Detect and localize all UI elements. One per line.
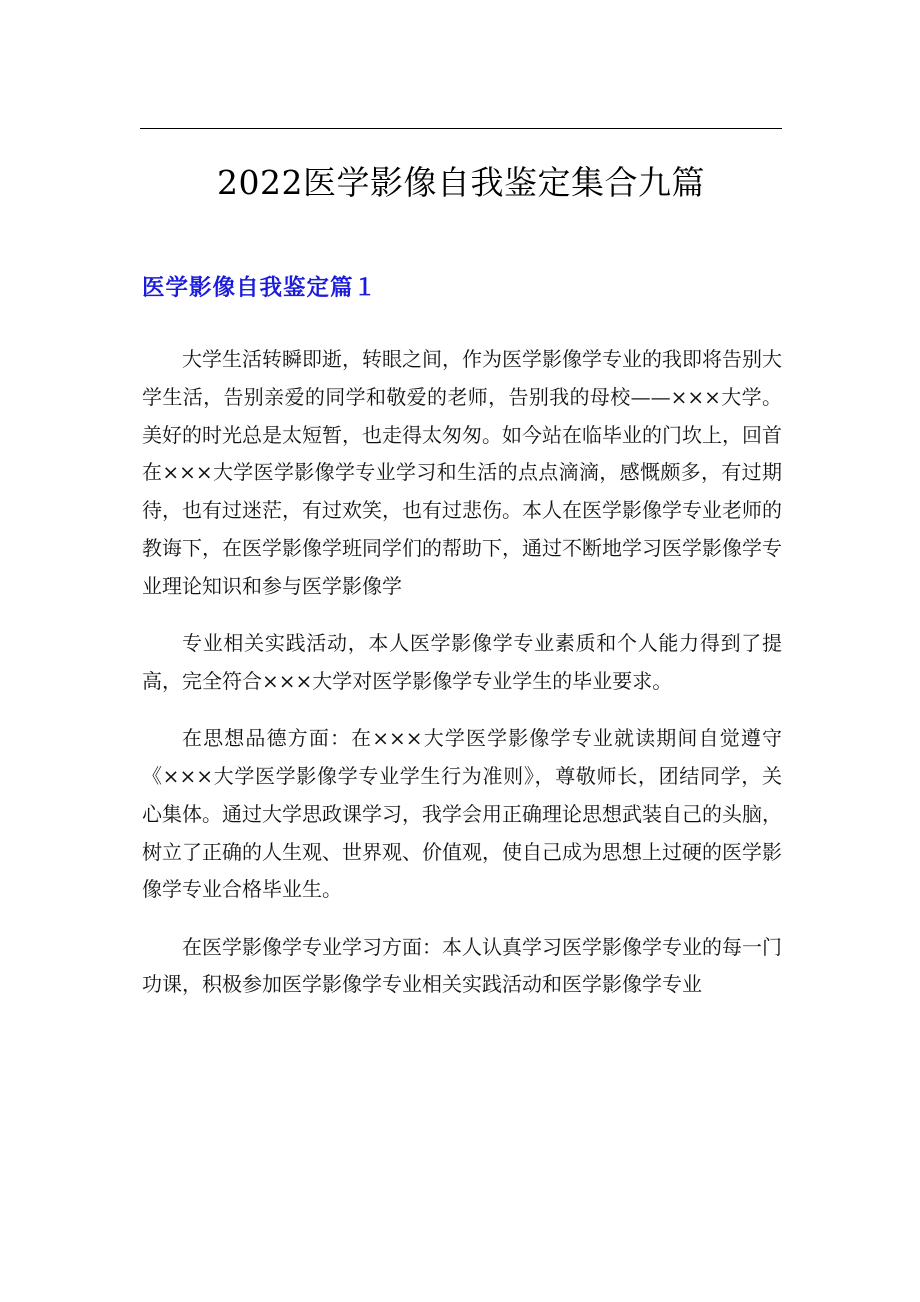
body-text bbox=[142, 341, 782, 1004]
section-heading: 医学影像自我鉴定篇１ bbox=[142, 275, 378, 301]
paragraph: 专业相关实践活动，本人医学影像学专业素质和个人能力得到了提高，完全符合×××大学对医学影像学专业学生的毕业要求。 bbox=[142, 631, 782, 693]
header-rule bbox=[140, 128, 782, 129]
document-title: 2022医学影像自我鉴定集合九篇 bbox=[217, 163, 705, 202]
paragraph: 在医学影像学专业学习方面：本人认真学习医学影像学专业的每一门功课，积极参加医学影像学专业相关实践活动和医学影像学专业 bbox=[142, 934, 782, 997]
paragraph: 大学生活转瞬即逝，转眼之间，作为医学影像学专业的我即将告别大学生活，告别亲爱的同学和敬爱的老师，告别我的母校——×××大学。美好的时光总是太短暂，也走得太匆匆。如今站在临毕业的门坎上，回首在×××大学医学影像学专业学习和生活的点点滴滴，感慨颇多，有过期待，也有过迷茫，有过欢笑，也有过悲伤。本人在医学影像学专业老师的教诲下，在医学影像学班同学们的帮助下，通过不断地学习医学影像学专业理论知识和参与医学影像学 bbox=[142, 347, 782, 598]
paragraph: 在思想品德方面：在×××大学医学影像学专业就读期间自觉遵守《×××大学医学影像学专业学生行为准则》，尊敬师长，团结同学，关心集体。通过大学思政课学习，我学会用正确理论思想武装自己的头脑，树立了正确的人生观、世界观、价值观，使自己成为思想上过硬的医学影像学专业合格毕业生。 bbox=[142, 726, 782, 902]
